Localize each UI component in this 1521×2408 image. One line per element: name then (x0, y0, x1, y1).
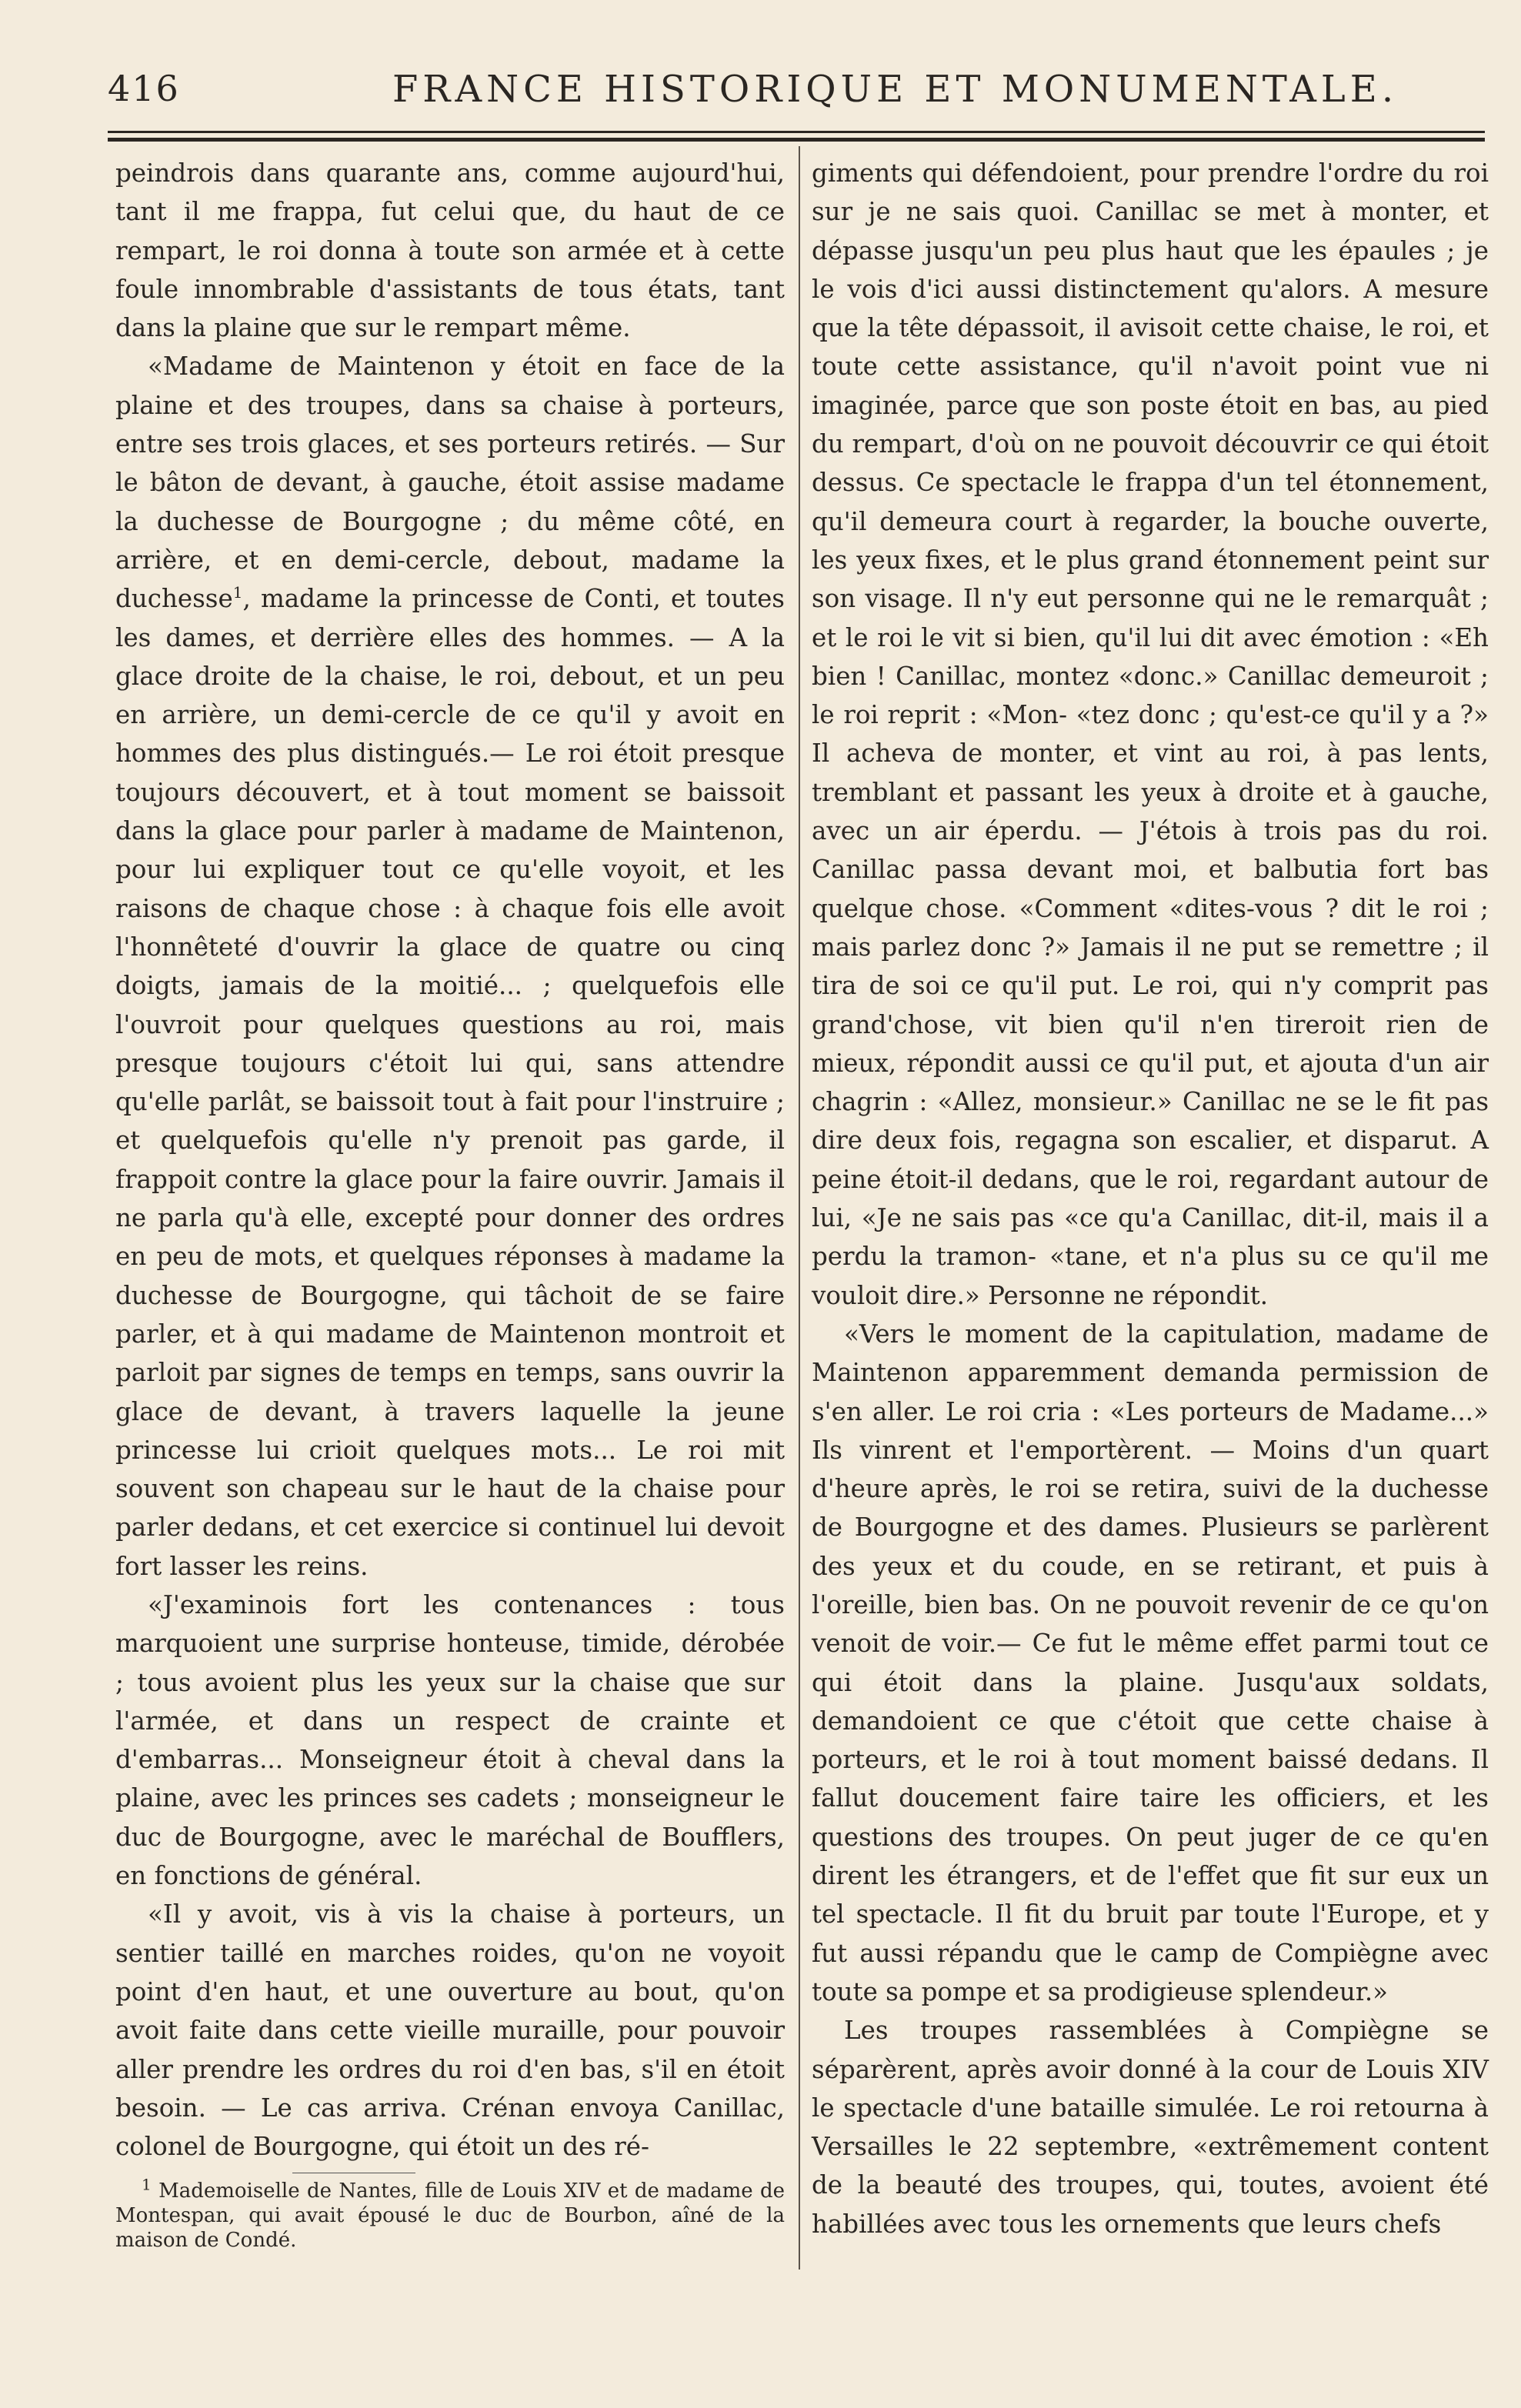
paragraph-text: , madame la princesse de Conti, et toutes les dames, et derrière elles des hommes. — A la glace droite de la chaise, le roi, debout, et un peu en arrière, un demi-cercle de ce qu'il y avoit en hommes des plus distingués.— Le roi étoit presque toujours découvert, et à tout moment se baissoit dans la glace pour parler à madame de Maintenon, pour lui expliquer tout ce qu'elle voyoit, et les raisons de chaque chose : à chaque fois elle avoit l'honnêteté d'ouvrir la glace de quatre ou cinq doigts, jamais de la moitié... ; quelquefois elle l'ouvroit pour quelques questions au roi, mais presque toujours c'étoit lui qui, sans attendre qu'elle parlât, se baissoit tout à fait pour l'instruire ; et quelquefois qu'elle n'y prenoit pas garde, il frappoit contre la glace pour la faire ouvrir. Jamais il ne parla qu'à elle, excepté pour donner des ordres en peu de mots, et quelques réponses à madame la duchesse de Bourgogne, qui tâchoit de se faire parler, et à qui madame de Maintenon montroit et parloit par signes de temps en temps, sans ouvrir la glace de devant, à travers laquelle la jeune princesse lui crioit quelques mots... Le roi mit souvent son chapeau sur le haut de la chaise pour parler dedans, et cet exercice si continuel lui devoit fort lasser les reins. (115, 584, 785, 1581)
paragraph-text: «Madame de Maintenon y étoit en face de la plaine et des troupes, dans sa chaise à porteurs, entre ses trois glaces, et ses porteurs retirés. — Sur le bâton de devant, à gauche, étoit assise madame la duchesse de Bourgogne ; du même côté, en arrière, et en demi-cercle, debout, madame la duchesse (115, 352, 785, 614)
page-number: 416 (108, 68, 180, 109)
paragraph: «J'examinois fort les contenances : tous marquoient une surprise honteuse, timide, dérobée ; tous avoient plus les yeux sur la chaise que sur l'armée, et dans un respect de crainte et d'embarras... Monseigneur étoit à cheval dans la plaine, avec les princes ses cadets ; monseigneur le duc de Bourgogne, avec le maréchal de Boufflers, en fonctions de général. (115, 1589, 785, 1891)
footnote-marker: 1 (232, 583, 243, 602)
paragraph (115, 347, 785, 1586)
header-rule (108, 131, 1485, 142)
footnote-body: Mademoiselle de Nantes, fille de Louis XIV et de madame de Montespan, qui avait épousé le duc de Bourbon, aîné de la maison de Condé. (115, 2180, 785, 2252)
footnote (115, 2175, 785, 2253)
footnote-text (115, 2175, 785, 2253)
paragraph: Les troupes rassemblées à Compiègne se séparèrent, après avoir donné à la cour de Louis XIV le spectacle d'une bataille simulée. Le roi retourna à Versailles le 22 septembre, «extrêmement content de la beauté des troupes, qui, toutes, avoient été habillées avec tous les ornements que leurs chefs (812, 2016, 1489, 2239)
running-title: FRANCE HISTORIQUE ET MONUMENTALE. (392, 68, 1399, 111)
left-column (115, 154, 785, 2166)
paragraph: «Vers le moment de la capitulation, madame de Maintenon apparemment demanda permission de s'en aller. Le roi cria : «Les porteurs de Madame...» Ils vinrent et l'emportèrent. — Moins d'un quart d'heure après, le roi se retira, suivi de la duchesse de Bourgogne et des dames. Plusieurs se parlèrent des yeux et du coude, en se retirant, et puis à l'oreille, bien bas. On ne pouvoit revenir de ce qu'on venoit de voir.— Ce fut le même effet parmi tout ce qui étoit dans la plaine. Jusqu'aux soldats, demandoient ce que c'étoit que cette chaise à porteurs, et le roi à tout moment baissé dedans. Il fallut doucement faire taire les officiers, et les questions des troupes. On peut juger de ce qu'en dirent les étrangers, et de l'effet que fit sur eux un tel spectacle. Il fit du bruit par toute l'Europe, et y fut aussi répandu que le camp de Compiègne avec toute sa pompe et sa prodigieuse splendeur.» (812, 1319, 1489, 2006)
right-column (812, 154, 1489, 2243)
page-header (108, 68, 1485, 122)
footnote-number: 1 (142, 2175, 152, 2194)
paragraph: giments qui défendoient, pour prendre l'ordre du roi sur je ne sais quoi. Canillac se met à monter, et dépasse jusqu'un peu plus haut que les épaules ; je le vois d'ici aussi distinctement qu'alors. A mesure que la tête dépassoit, il avisoit cette chaise, le roi, et toute cette assistance, qu'il n'avoit point vue ni imaginée, parce que son poste étoit en bas, au pied du rempart, d'où on ne pouvoit découvrir ce qui étoit dessus. Ce spectacle le frappa d'un tel étonnement, qu'il demeura court à regarder, la bouche ouverte, les yeux fixes, et le plus grand étonnement peint sur son visage. Il n'y eut personne qui ne le remarquât ; et le roi le vit si bien, qu'il lui dit avec émotion : «Eh bien ! Canillac, montez «donc.» Canillac demeuroit ; le roi reprit : «Mon- «tez donc ; qu'est-ce qu'il y a ?» Il acheva de monter, et vint au roi, à pas lents, tremblant et passant les yeux à droite et à gauche, avec un air éperdu. — J'étois à trois pas du roi. Canillac passa devant moi, et balbutia fort bas quelque chose. «Comment «dites-vous ? dit le roi ; mais parlez donc ?» Jamais il ne put se remettre ; il tira de soi ce qu'il put. Le roi, qui n'y comprit pas grand'chose, vit bien qu'il n'en tireroit rien de mieux, répondit aussi ce qu'il put, et ajouta d'un air chagrin : «Allez, monsieur.» Canillac ne se le fit pas dire deux fois, regagna son escalier, et disparut. A peine étoit-il dedans, que le roi, regardant autour de lui, «Je ne sais pas «ce qu'a Canillac, dit-il, mais il a perdu la tramon- «tane, et n'a plus su ce qu'il me vouloit dire.» Personne ne répondit. (812, 158, 1489, 1310)
paragraph: peindrois dans quarante ans, comme aujourd'hui, tant il me frappa, fut celui que, du haut de ce rempart, le roi donna à toute son armée et à cette foule innombrable d'assistants de tous états, tant dans la plaine que sur le rempart même. (115, 158, 785, 343)
column-divider (799, 146, 800, 2270)
paragraph: «Il y avoit, vis à vis la chaise à porteurs, un sentier taillé en marches roides, qu'on ne voyoit point d'en haut, et une ouverture au bout, qu'on avoit faite dans cette vieille muraille, pour pouvoir aller prendre les ordres du roi d'en bas, s'il en étoit besoin. — Le cas arriva. Crénan envoya Canillac, colonel de Bourgogne, qui étoit un des ré- (115, 1899, 785, 2162)
